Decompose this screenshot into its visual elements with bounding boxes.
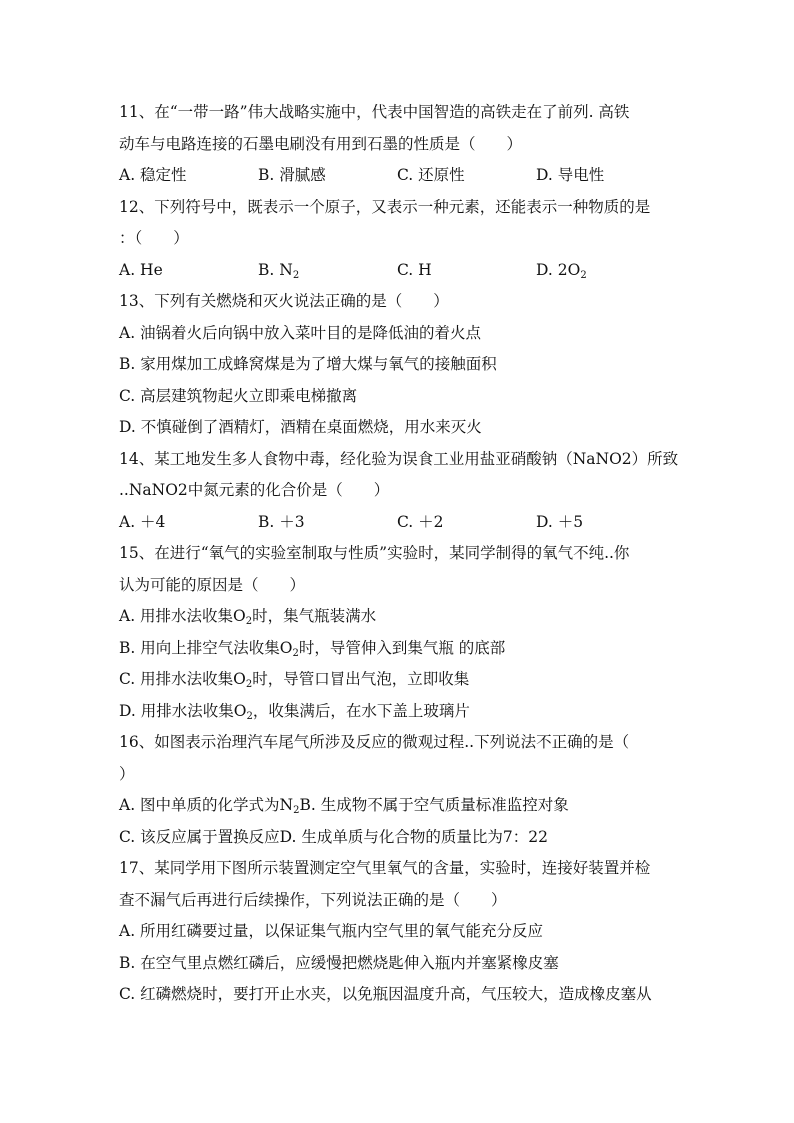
- q15-option-b-text1: B. 用向上排空气法收集O: [119, 638, 293, 657]
- q15-option-c-text2: 时，导管口冒出气泡，立即收集: [252, 670, 470, 688]
- q15-option-d-subscript: 2: [246, 710, 253, 722]
- q15-option-c-text1: C. 用排水法收集O: [119, 670, 246, 688]
- q11-stem-line1: 11、在“一带一路”伟大战略实施中，代表中国智造的高铁走在了前列. 高铁: [119, 103, 630, 121]
- q12-option-d: [536, 255, 675, 287]
- q11-option-b: B. 滑腻感: [258, 166, 326, 184]
- q12-option-a: A. He: [119, 260, 163, 279]
- q11-option-a: A. 稳定性: [119, 166, 187, 184]
- q15-option-b-text2: 时，导管伸入到集气瓶 的底部: [298, 638, 506, 657]
- q16-stem-line2: ）: [119, 764, 135, 783]
- q15-option-c: [119, 664, 679, 696]
- q15-option-a: [119, 601, 679, 633]
- q17-option-a: A. 所用红磷要过量，以保证集气瓶内空气里的氧气能充分反应: [119, 922, 544, 940]
- q12-option-d-text: D. 2O: [536, 260, 581, 279]
- q13-stem: 13、下列有关燃烧和灭火说法正确的是（ ）: [119, 292, 449, 310]
- q12-option-b: [258, 255, 397, 287]
- q12-stem-line2: ：（ ）: [119, 229, 189, 247]
- q15-option-c-subscript: 2: [245, 679, 253, 690]
- q14-stem-line2: ..NaNO2中氮元素的化合价是（ ）: [119, 481, 390, 499]
- q13-option-d: D. 不慎碰倒了酒精灯，酒精在桌面燃烧，用水来灭火: [119, 418, 482, 436]
- q13-option-b: B. 家用煤加工成蜂窝煤是为了增大煤与氧气的接触面积: [119, 355, 497, 373]
- q14-stem-line1: 14、某工地发生多人食物中毒，经化验为误食工业用盐亚硝酸钠（NaNO2）所致: [119, 449, 679, 468]
- q15-option-a-subscript: 2: [245, 616, 253, 627]
- q12-options: [119, 255, 679, 287]
- q16-option-b-text: B. 生成物不属于空气质量标准监控对象: [299, 796, 569, 814]
- q15-option-a-text1: A. 用排水法收集O: [119, 607, 246, 625]
- q17-option-b: B. 在空气里点燃红磷后，应缓慢把燃烧匙伸入瓶内并塞紧橡皮塞: [119, 953, 559, 972]
- q16-options-cd: C. 该反应属于置换反应D. 生成单质与化合物的质量比为7：22: [119, 827, 548, 846]
- q14-option-a: A. ＋4: [119, 512, 166, 531]
- q11-options: [119, 160, 679, 192]
- q17-stem-line1: 17、某同学用下图所示装置测定空气里氧气的含量，实验时，连接好装置并检: [119, 859, 651, 877]
- q12-option-d-subscript: 2: [580, 269, 587, 281]
- q14-options: [119, 507, 679, 539]
- q16-option-a-text: A. 图中单质的化学式为N: [119, 796, 294, 814]
- q15-option-d-text2: ，收集满后，在水下盖上玻璃片: [252, 701, 470, 720]
- q16-option-a-subscript: 2: [293, 805, 300, 816]
- q12-stem-line1: 12、下列符号中，既表示一个原子，又表示一种元素，还能表示一种物质的是: [119, 197, 651, 216]
- q17-stem-line2: 查不漏气后再进行后续操作，下列说法正确的是（ ）: [119, 890, 507, 909]
- q15-option-d: [119, 696, 679, 728]
- q15-option-a-text2: 时，集气瓶装满水: [252, 607, 377, 625]
- q17-option-c: C. 红磷燃烧时，要打开止水夹，以免瓶因温度升高，气压较大，造成橡皮塞从: [119, 985, 652, 1003]
- q15-option-b-subscript: 2: [292, 647, 299, 659]
- q12-option-b-subscript: 2: [292, 269, 300, 281]
- q14-option-b: B. ＋3: [258, 512, 305, 531]
- q12-option-b-text: B. N: [258, 260, 293, 279]
- q11-option-c: C. 还原性: [397, 166, 465, 184]
- q12-option-c: C. H: [397, 260, 432, 279]
- q11-option-d: D. 导电性: [536, 166, 605, 184]
- q15-option-d-text1: D. 用排水法收集O: [119, 701, 247, 720]
- q14-option-c: C. ＋2: [397, 512, 444, 531]
- q15-option-b: [119, 633, 679, 665]
- q15-stem-line2: 认为可能的原因是（ ）: [119, 575, 306, 594]
- q16-stem-line1: 16、如图表示治理汽车尾气所涉及反应的微观过程..下列说法不正确的是（: [119, 733, 630, 751]
- q15-stem-line1: 15、在进行“氧气的实验室制取与性质”实验时，某同学制得的氧气不纯..你: [119, 544, 630, 562]
- q13-option-a: A. 油锅着火后向锅中放入菜叶目的是降低油的着火点: [119, 323, 482, 342]
- q16-options-ab: [119, 790, 679, 822]
- question-list: [119, 97, 679, 1011]
- q14-option-d: D. ＋5: [536, 512, 584, 531]
- q13-option-c: C. 高层建筑物起火立即乘电梯撤离: [119, 386, 358, 405]
- q11-stem-line2: 动车与电路连接的石墨电刷没有用到石墨的性质是（ ）: [119, 134, 523, 153]
